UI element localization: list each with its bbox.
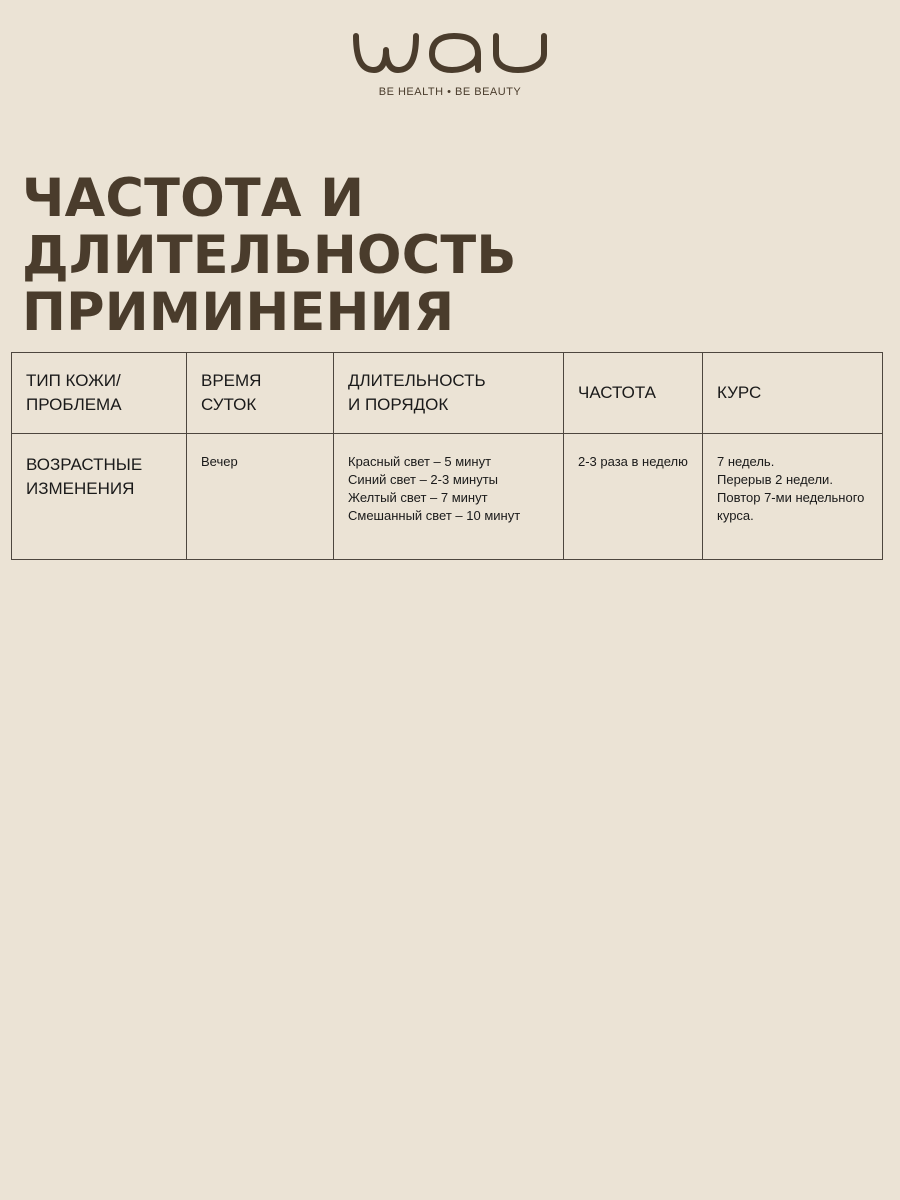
table-row bbox=[12, 434, 883, 560]
cell-time-of-day: Вечер bbox=[187, 434, 334, 560]
title-line-2: ПРИМИНЕНИЯ bbox=[22, 282, 455, 343]
course-line-2: Перерыв 2 недели. bbox=[717, 472, 833, 487]
header-frequency: ЧАСТОТА bbox=[564, 353, 703, 434]
brand-tagline: BE HEALTH • BE BEAUTY bbox=[378, 86, 522, 98]
wau-logo-icon bbox=[350, 30, 550, 76]
course-line-1: 7 недель. bbox=[717, 454, 775, 469]
brand-logo bbox=[0, 30, 900, 76]
page-title bbox=[22, 170, 873, 341]
header-course: КУРС bbox=[703, 353, 883, 434]
duration-line-red: Красный свет – 5 минут bbox=[348, 454, 492, 469]
cell-course bbox=[703, 434, 883, 560]
course-line-3: Повтор 7-ми недельного курса. bbox=[717, 490, 865, 523]
cell-frequency: 2-3 раза в неделю bbox=[564, 434, 703, 560]
cell-duration bbox=[334, 434, 564, 560]
cell-skin-type: ВОЗРАСТНЫЕ ИЗМЕНЕНИЯ bbox=[12, 434, 187, 560]
duration-line-yellow: Желтый свет – 7 минут bbox=[348, 490, 488, 505]
header-skin-type: ТИП КОЖИ/ ПРОБЛЕМА bbox=[12, 353, 187, 434]
header-time-of-day: ВРЕМЯ СУТОК bbox=[187, 353, 334, 434]
duration-line-blue: Синий свет – 2-3 минуты bbox=[348, 472, 499, 487]
usage-table bbox=[11, 352, 883, 560]
table-header-row bbox=[12, 353, 883, 434]
duration-line-mixed: Смешанный свет – 10 минут bbox=[348, 508, 521, 523]
header-duration: ДЛИТЕЛЬНОСТЬ И ПОРЯДОК bbox=[334, 353, 564, 434]
title-line-1: ЧАСТОТА И ДЛИТЕЛЬНОСТЬ bbox=[22, 168, 517, 286]
